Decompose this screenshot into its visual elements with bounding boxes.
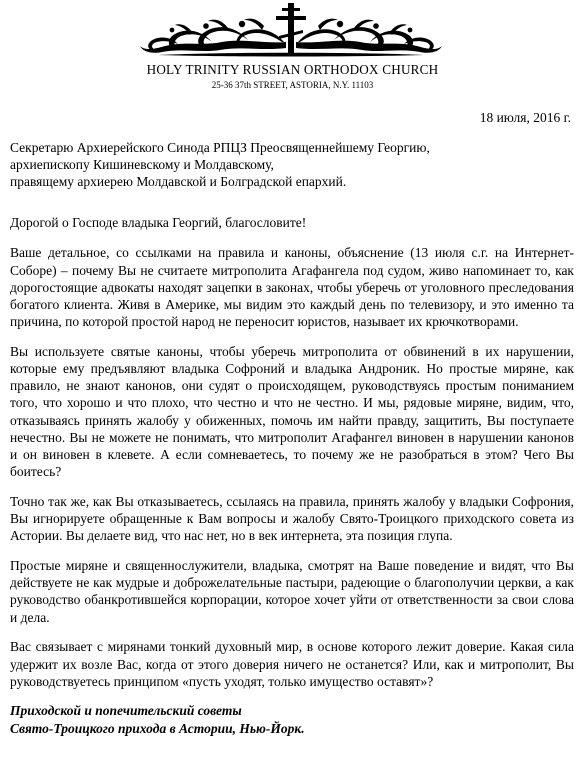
letter-body: [10, 139, 574, 737]
greeting: Дорогой о Господе владыка Георгий, благословите!: [10, 214, 307, 230]
signature-block: [10, 702, 574, 736]
addressee-block: [10, 139, 574, 191]
addressee-line: Секретарю Архиерейского Синода РПЦЗ Преосвященнейшему Георгию,: [10, 140, 430, 155]
addressee-line: правящему архиерею Молдавской и Болградской епархий.: [10, 174, 347, 190]
addressee-line: архиепископу Кишиневскому и Молдавскому,: [10, 157, 274, 173]
body-paragraph: Вас связывает с мирянами тонкий духовный мир, в основе которого лежит доверие. Какая сила удержит их возле Вас, когда от этого доверия ничего не останется? Или, как и митрополит, Вы руководствуетесь принципом «пусть уходят, только имущество оставят»?: [10, 639, 574, 689]
body-paragraph: Точно так же, как Вы отказываетесь, ссылаясь на правила, принять жалобу у владыки Софрония, Вы игнорируете обращенные к Вам вопросы и жалобу Свято-Троицкого приходского совета из Астории. Вы делаете вид, что нас нет, но в век интернета, эта позиция глупа.: [10, 493, 574, 544]
letter-date: 18 июля, 2016 г.: [479, 110, 571, 125]
body-paragraph: Вы используете святые каноны, чтобы уберечь митрополита от обвинений в их нарушении, которые ему предъявляют владыка Софроний и владыка Андроник. Но простые миряне, как правило, не знают канонов, они судят о происходящем, руководствуясь простым пониманием того, что хорошо и что плохо, что честно и что не честно. И мы, рядовые миряне, видим, что, отказываясь принять жалобу у обиженных, помочь им найти правду, защитить, Вы поступаете нечестно. Вы не можете не понимать, что митрополит Агафангел виновен в нарушении канонов и он виновен в клевете. А если сомневаетесь, то почему же не разобраться в этом? Чего Вы боитесь?: [10, 343, 574, 480]
church-name: HOLY TRINITY RUSSIAN ORTHODOX CHURCH: [146, 62, 439, 77]
body-paragraph: Простые миряне и священнослужители, владыка, смотрят на Ваше поведение и видят, что Вы действуете не как мудрые и доброжелательные пастыри, радеющие о благополучии церкви, а как руководство обанкротившейся корпорации, которое хочет уйти от ответственности за свои слова и дела.: [10, 558, 574, 625]
body-paragraph: Ваше детальное, со ссылками на правила и каноны, объяснение (13 июля с.г. на Интернет-Соборе) – почему Вы не считаете митрополита Агафангела под судом, живо напоминает то, как дорогостоящие адвокаты находят зацепки в законах, чтобы уберечь от уголовного преследования богатого клиента. Живя в Америке, мы видим это каждый день по телевизору, и это именно та причина, по которой простой народ не переносит юристов, называет их крючкотворами.: [10, 245, 574, 330]
signature-line: Свято-Троицкого прихода в Астории, Нью-Йорк.: [10, 720, 305, 736]
orthodox-cross-scroll-ornament-icon: [138, 2, 444, 60]
letterhead: [0, 0, 585, 95]
signature-line: Приходской и попечительский советы: [10, 703, 242, 719]
church-address: 25-36 37th STREET, ASTORIA, N.Y. 11103: [211, 80, 374, 90]
